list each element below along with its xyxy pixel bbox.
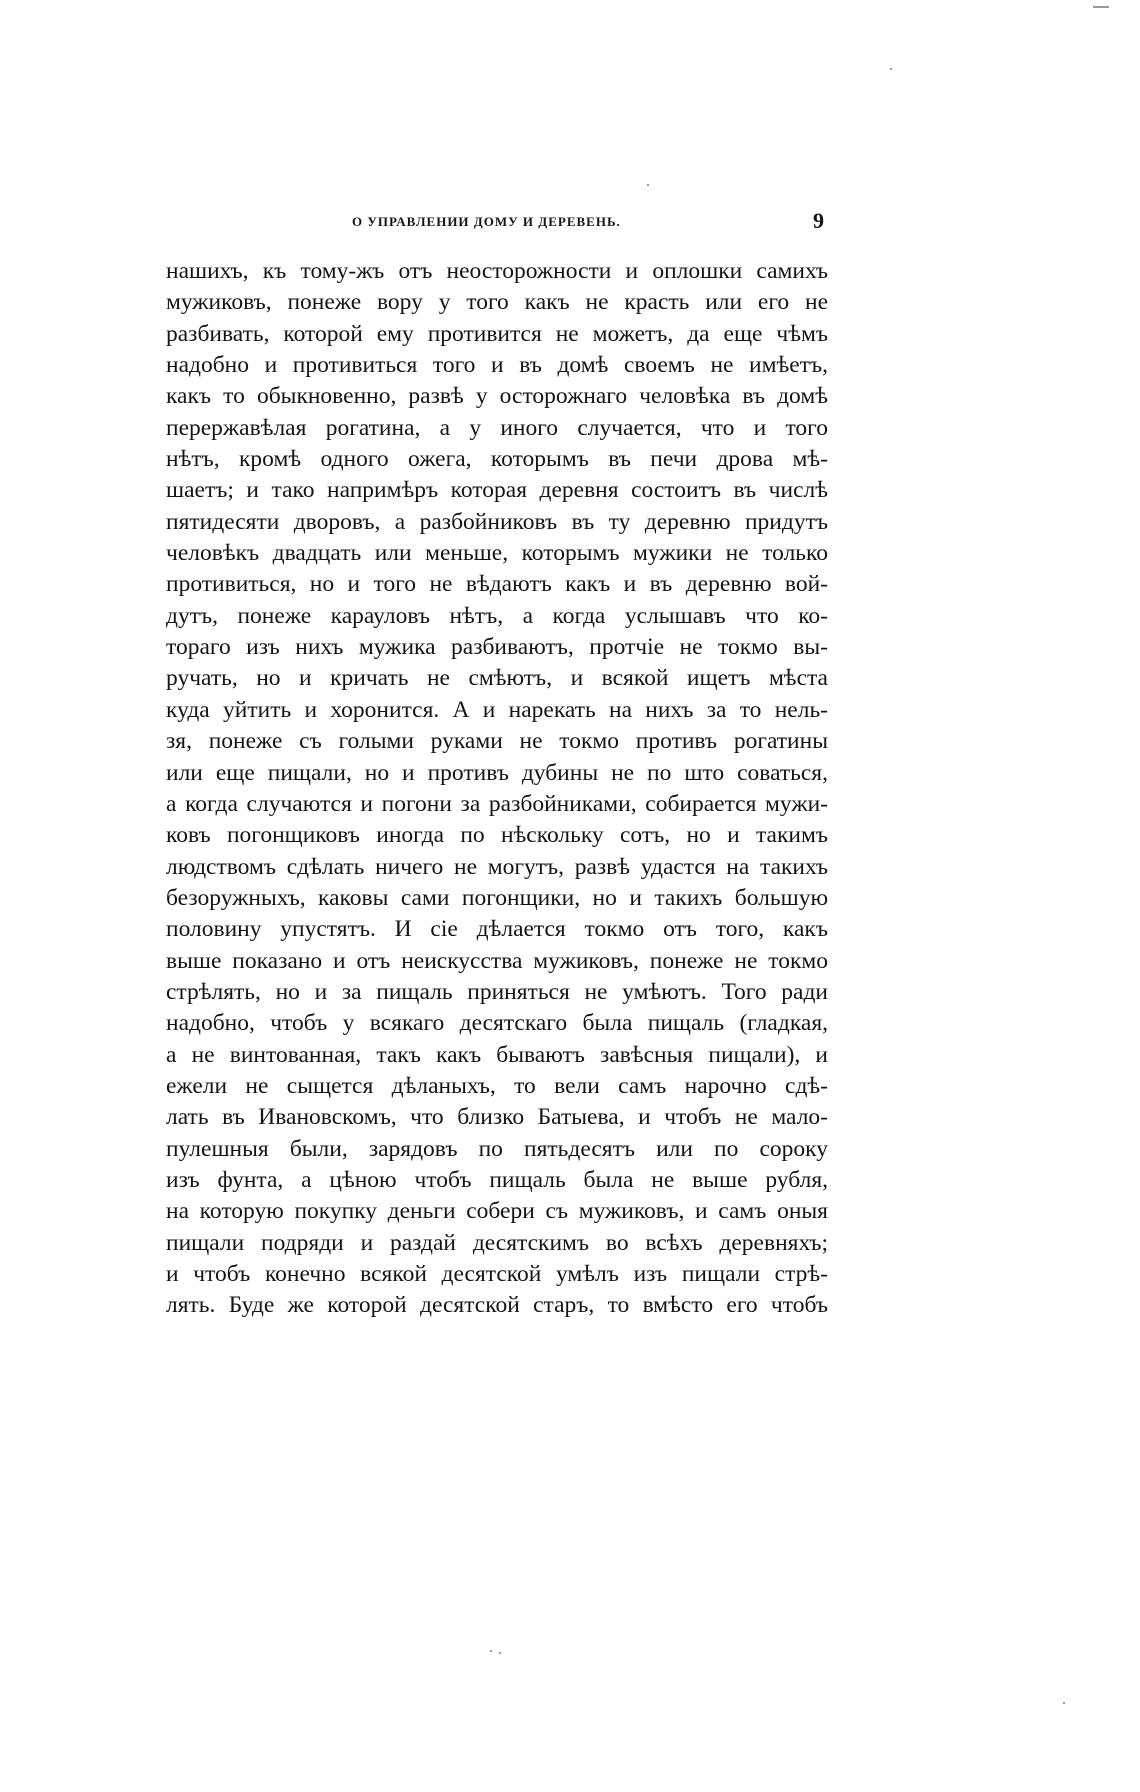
scan-speck	[647, 184, 649, 186]
scan-speck	[890, 68, 892, 70]
text-line: мужиковъ, понеже вору у того какъ не красть или его не	[166, 289, 828, 316]
running-head: О УПРАВЛЕНИИ ДОМУ И ДЕРЕВЕНЬ.	[352, 214, 621, 229]
text-line: куда уйтить и хоронится. А и нарекать на нихъ за то нель-	[166, 696, 828, 723]
text-line: противиться, но и того не вѣдаютъ какъ и въ деревню вой-	[166, 571, 828, 598]
text-line: выше показано и отъ неискусства мужиковъ, понеже не токмо	[166, 947, 828, 974]
text-line: разбивать, которой ему противится не можетъ, да еще чѣмъ	[166, 320, 828, 347]
text-line: надобно, чтобъ у всякаго десятскаго была пищаль (гладкая,	[166, 1010, 828, 1037]
text-line: шаетъ; и тако напримѣръ которая деревня состоитъ въ числѣ	[166, 477, 828, 504]
text-line: лять. Буде же которой десятской старъ, то вмѣсто его чтобъ	[166, 1292, 828, 1319]
text-line: стрѣлять, но и за пищаль приняться не умѣютъ. Того ради	[166, 978, 828, 1005]
text-line: а не винтованная, такъ какъ бываютъ завѣсныя пищали), и	[166, 1041, 828, 1068]
text-line: ежели не сыщется дѣланыхъ, то вели самъ нарочно сдѣ-	[166, 1072, 828, 1099]
text-line: лать въ Ивановскомъ, что близко Батыева, и чтобъ не мало-	[166, 1104, 828, 1131]
page-number: 9	[813, 208, 824, 233]
text-line: безоружныхъ, каковы сами погонщики, но и такихъ большую	[166, 884, 828, 911]
scan-edge-mark	[1093, 6, 1109, 8]
text-line: пулешныя были, зарядовъ по пятьдесятъ или по сороку	[166, 1135, 828, 1162]
text-line: нашихъ, къ тому-жъ отъ неосторожности и оплошки самихъ	[166, 258, 828, 284]
text-line: и чтобъ конечно всякой десятской умѣлъ изъ пищали стрѣ-	[166, 1261, 828, 1287]
text-line: пятидесяти дворовъ, а разбойниковъ въ ту деревню придутъ	[166, 508, 828, 535]
text-line: пищали подряди и раздай десятскимъ во всѣхъ деревняхъ;	[166, 1229, 828, 1256]
text-line: надобно и противиться того и въ домѣ своемъ не имѣетъ,	[166, 352, 828, 379]
text-line: половину упустятъ. И сіе дѣлается токмо отъ того, какъ	[166, 916, 828, 943]
text-line: людствомъ сдѣлать ничего не могутъ, развѣ удастся на такихъ	[166, 853, 828, 880]
text-line: какъ то обыкновенно, развѣ у осторожнаго человѣка въ домѣ	[166, 383, 828, 410]
scan-speck	[490, 1650, 492, 1652]
scan-speck	[499, 1652, 501, 1654]
text-line: ручать, но и кричать не смѣютъ, и всякой ищетъ мѣста	[166, 665, 828, 692]
text-line: зя, понеже съ голыми руками не токмо противъ рогатины	[166, 728, 828, 755]
text-line: нѣтъ, кромѣ одного ожега, которымъ въ печи дрова мѣ-	[166, 446, 828, 473]
text-line: перержавѣлая рогатина, а у иного случается, что и того	[166, 414, 828, 441]
text-line: тораго изъ нихъ мужика разбиваютъ, протчіе не токмо вы-	[166, 634, 828, 661]
text-line: изъ фунта, а цѣною чтобъ пищаль была не выше рубля,	[166, 1166, 828, 1193]
scan-speck	[1063, 1702, 1065, 1704]
text-line: или еще пищали, но и противъ дубины не по што соваться,	[166, 759, 828, 786]
text-line: дутъ, понеже карауловъ нѣтъ, а когда услышавъ что ко-	[166, 602, 828, 629]
text-line: а когда случаются и погони за разбойниками, собирается мужи-	[166, 790, 828, 817]
body-text	[166, 256, 828, 1322]
text-line: человѣкъ двадцать или меньше, которымъ мужики не только	[166, 540, 828, 567]
text-line: на которую покупку деньги собери съ мужиковъ, и самъ оныя	[166, 1198, 828, 1225]
text-line: ковъ погонщиковъ иногда по нѣскольку сотъ, но и такимъ	[166, 822, 828, 849]
